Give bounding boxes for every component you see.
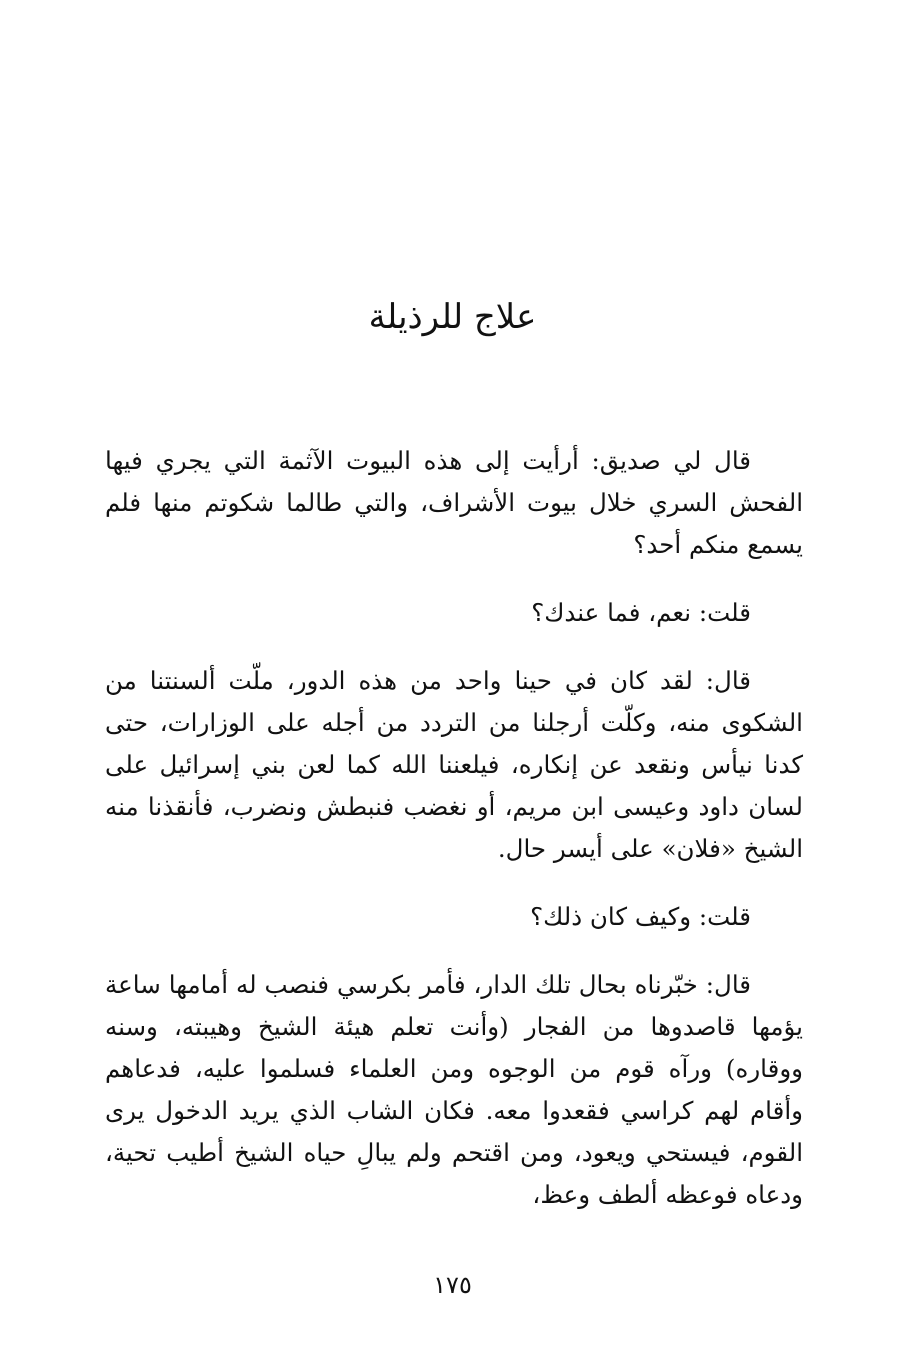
paragraph-4: قلت: وكيف كان ذلك؟ (530, 902, 751, 931)
paragraph-3: قال: لقد كان في حينا واحد من هذه الدور، ملّت ألسنتنا من الشكوى منه، وكلّت أرجلنا من التردد من أجله على الوزارات، حتى كدنا نيأس ونقعد عن إنكاره، فيلعننا الله كما لعن بني إسرائيل على لسان داود وعيسى ابن مريم، أو نغضب فنبطش ونضرب، فأنقذنا منه الشيخ «فلان» على أيسر حال. (105, 666, 803, 863)
paragraph-1: قال لي صديق: أرأيت إلى هذه البيوت الآثمة التي يجري فيها الفحش السري خلال بيوت الأشراف، والتي طالما شكوتم منها فلم يسمع منكم أحد؟ (105, 446, 803, 559)
paragraph-2: قلت: نعم، فما عندك؟ (531, 598, 751, 627)
chapter-title: علاج للرذيلة (368, 297, 537, 337)
body-text (105, 440, 803, 1242)
paragraph-5: قال: خبّرناه بحال تلك الدار، فأمر بكرسي فنصب له أمامها ساعة يؤمها قاصدوها من الفجار (وأنت تعلم هيئة الشيخ وهيبته، وسنه ووقاره) ورآه قوم من الوجوه ومن العلماء فسلموا عليه، فدعاهم وأقام لهم كراسي فقعدوا معه. فكان الشاب الذي يريد الدخول يرى القوم، فيستحي ويعود، ومن اقتحم ولم يبالِ حياه الشيخ أطيب تحية، ودعاه فوعظه ألطف وعظ، (105, 970, 803, 1209)
page-number: ١٧٥ (433, 1271, 472, 1299)
